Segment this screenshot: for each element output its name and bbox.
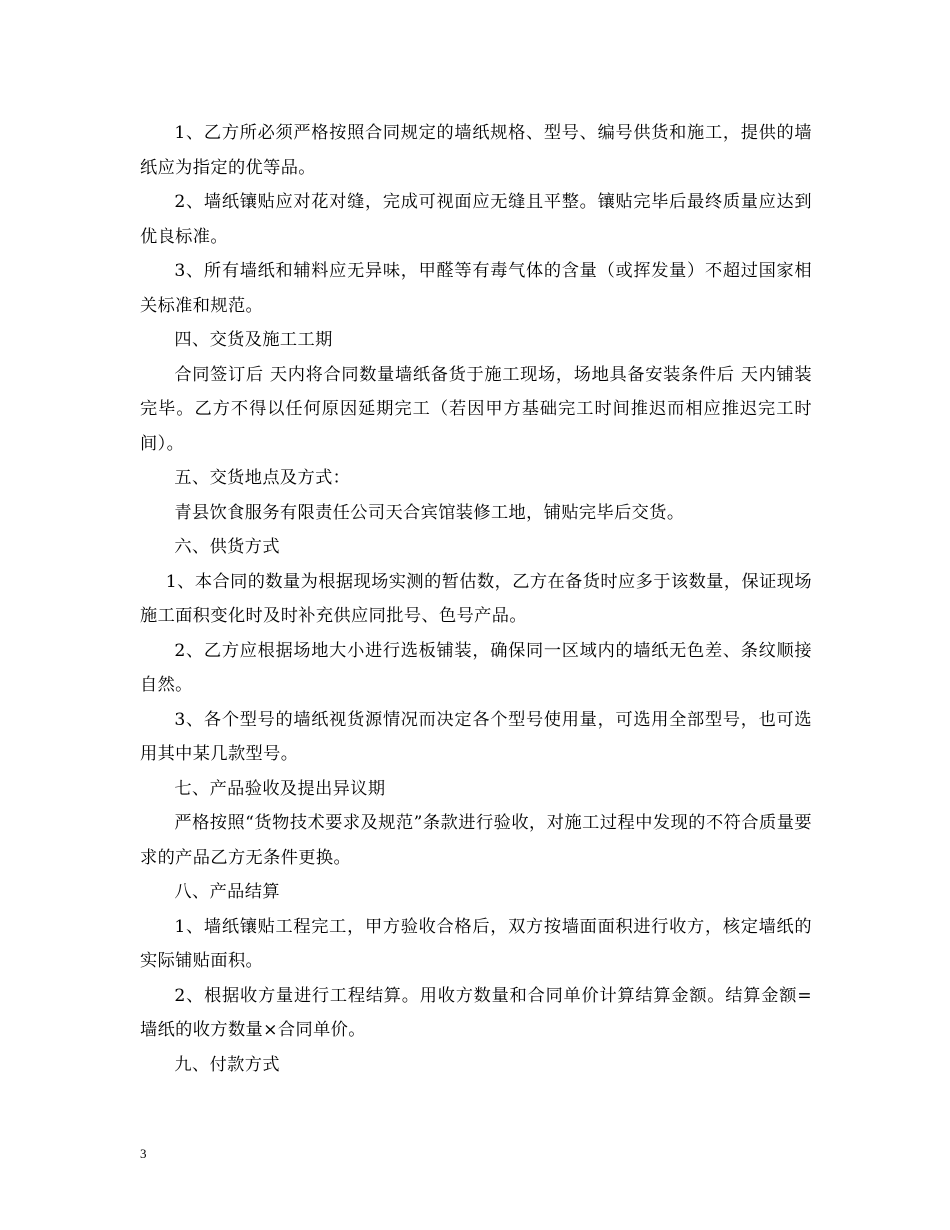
document-body bbox=[140, 116, 812, 1082]
paragraph-board-selection: 2、乙方应根据场地大小进行选板铺装，确保同一区域内的墙纸无色差、条纹顺接自然。 bbox=[140, 640, 812, 695]
section-heading-supply-method: 六、供货方式 bbox=[174, 537, 280, 557]
page-number: 3 bbox=[140, 1146, 147, 1161]
paragraph-installation-quality: 2、墙纸镶贴应对花对缝，完成可视面应无缝且平整。镶贴完毕后最终质量应达到优良标准。 bbox=[140, 192, 812, 247]
paragraph-supply-quantity: 1、本合同的数量为根据现场实测的暂估数，乙方在备货时应多于该数量，保证现场施工面积变化时及时补充供应同批号、色号产品。 bbox=[140, 571, 812, 626]
paragraph-acceptance: 严格按照“货物技术要求及规范”条款进行验收，对施工过程中发现的不符合质量要求的产品乙方无条件更换。 bbox=[140, 813, 812, 868]
paragraph-quality-spec: 1、乙方所必须严格按照合同规定的墙纸规格、型号、编号供货和施工，提供的墙纸应为指定的优等品。 bbox=[140, 123, 812, 178]
section-heading-payment: 九、付款方式 bbox=[174, 1054, 280, 1075]
paragraph-delivery-schedule: 合同签订后 天内将合同数量墙纸备货于施工现场，场地具备安装条件后 天内铺装完毕。乙方不得以任何原因延期完工（若因甲方基础完工时间推迟而相应推迟完工时间）。 bbox=[140, 364, 812, 454]
paragraph-area-measurement: 1、墙纸镶贴工程完工，甲方验收合格后，双方按墙面面积进行收方，核定墙纸的实际铺贴面积。 bbox=[140, 916, 812, 971]
paragraph-delivery-location: 青县饮食服务有限责任公司天合宾馆装修工地，铺贴完毕后交货。 bbox=[174, 502, 685, 523]
paragraph-material-safety: 3、所有墙纸和辅料应无异味，甲醛等有毒气体的含量（或挥发量）不超过国家相关标准和规范。 bbox=[140, 261, 812, 316]
section-heading-delivery-location: 五、交货地点及方式： bbox=[174, 468, 351, 488]
section-heading-settlement: 八、产品结算 bbox=[174, 882, 280, 902]
paragraph-model-usage: 3、各个型号的墙纸视货源情况而决定各个型号使用量，可选用全部型号，也可选用其中某几款型号。 bbox=[140, 709, 812, 764]
section-heading-acceptance: 七、产品验收及提出异议期 bbox=[174, 778, 386, 799]
paragraph-settlement-formula: 2、根据收方量进行工程结算。用收方数量和合同单价计算结算金额。结算金额=墙纸的收方数量×合同单价。 bbox=[140, 985, 812, 1040]
section-heading-delivery-schedule: 四、交货及施工工期 bbox=[174, 330, 333, 350]
